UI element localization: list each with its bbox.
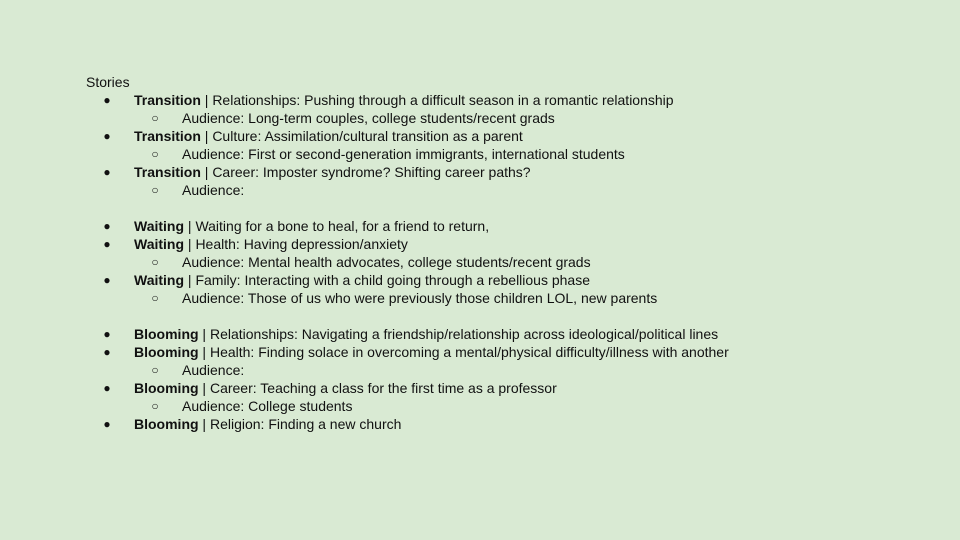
story-item [86, 415, 946, 433]
story-item [86, 235, 946, 253]
story-item [86, 91, 946, 109]
sub-bullet-icon: ○ [151, 291, 159, 305]
story-description: | Career: Teaching a class for the first time as a professor [198, 380, 557, 396]
bullet-icon: ● [103, 165, 111, 179]
story-item [86, 217, 946, 235]
audience-item [86, 109, 946, 127]
story-item-text [134, 325, 718, 343]
story-description: | Health: Having depression/anxiety [184, 236, 408, 252]
bullet-icon: ● [103, 219, 111, 233]
audience-text: Audience: Those of us who were previously those children LOL, new parents [182, 290, 658, 306]
story-description: | Career: Imposter syndrome? Shifting career paths? [200, 164, 531, 180]
story-description: | Waiting for a bone to heal, for a friend to return, [184, 218, 490, 234]
story-item-text [134, 91, 674, 109]
bullet-icon: ● [103, 327, 111, 341]
story-description: | Health: Finding solace in overcoming a mental/physical difficulty/illness with another [198, 344, 729, 360]
story-category-label: Blooming [134, 416, 199, 432]
story-category-label: Waiting [134, 218, 185, 234]
story-category-label: Waiting [134, 272, 185, 288]
stories-list [86, 91, 946, 433]
bullet-icon: ● [103, 273, 111, 287]
story-category-label: Blooming [134, 344, 199, 360]
story-item [86, 127, 946, 145]
stories-heading: Stories [86, 74, 130, 90]
story-item [86, 379, 946, 397]
audience-item [86, 253, 946, 271]
story-category-label: Transition [134, 164, 201, 180]
story-item [86, 271, 946, 289]
bullet-icon: ● [103, 93, 111, 107]
sub-bullet-icon: ○ [151, 183, 159, 197]
bullet-icon: ● [103, 417, 111, 431]
story-description: | Relationships: Pushing through a difficult season in a romantic relationship [200, 92, 674, 108]
sub-bullet-icon: ○ [151, 147, 159, 161]
slide-content [86, 73, 946, 433]
audience-text: Audience: [182, 182, 245, 198]
sub-bullet-icon: ○ [151, 255, 159, 269]
story-category-label: Waiting [134, 236, 185, 252]
sub-bullet-icon: ○ [151, 399, 159, 413]
story-category-label: Blooming [134, 380, 199, 396]
story-description: | Family: Interacting with a child going through a rebellious phase [184, 272, 591, 288]
story-item-text [134, 343, 729, 361]
audience-text: Audience: [182, 362, 245, 378]
audience-text: Audience: First or second-generation immigrants, international students [182, 146, 625, 162]
group-spacer [86, 307, 946, 325]
audience-item [86, 145, 946, 163]
story-item [86, 163, 946, 181]
story-item-text [134, 163, 531, 181]
audience-item [86, 361, 946, 379]
bullet-icon: ● [103, 129, 111, 143]
bullet-icon: ● [103, 345, 111, 359]
story-category-label: Transition [134, 92, 201, 108]
story-item-text [134, 217, 489, 235]
sub-bullet-icon: ○ [151, 363, 159, 377]
audience-item [86, 181, 946, 199]
story-item-text [134, 127, 523, 145]
story-category-label: Transition [134, 128, 201, 144]
bullet-icon: ● [103, 381, 111, 395]
story-item-text [134, 379, 557, 397]
audience-item [86, 289, 946, 307]
story-item-text [134, 235, 408, 253]
story-item-text [134, 271, 590, 289]
sub-bullet-icon: ○ [151, 111, 159, 125]
group-spacer [86, 199, 946, 217]
story-item-text [134, 415, 401, 433]
audience-text: Audience: Long-term couples, college students/recent grads [182, 110, 555, 126]
story-description: | Relationships: Navigating a friendship/relationship across ideological/political lines [198, 326, 719, 342]
story-category-label: Blooming [134, 326, 199, 342]
bullet-icon: ● [103, 237, 111, 251]
story-description: | Culture: Assimilation/cultural transition as a parent [200, 128, 523, 144]
audience-text: Audience: College students [182, 398, 353, 414]
audience-item [86, 397, 946, 415]
story-item [86, 325, 946, 343]
story-item [86, 343, 946, 361]
audience-text: Audience: Mental health advocates, college students/recent grads [182, 254, 591, 270]
story-description: | Religion: Finding a new church [198, 416, 402, 432]
